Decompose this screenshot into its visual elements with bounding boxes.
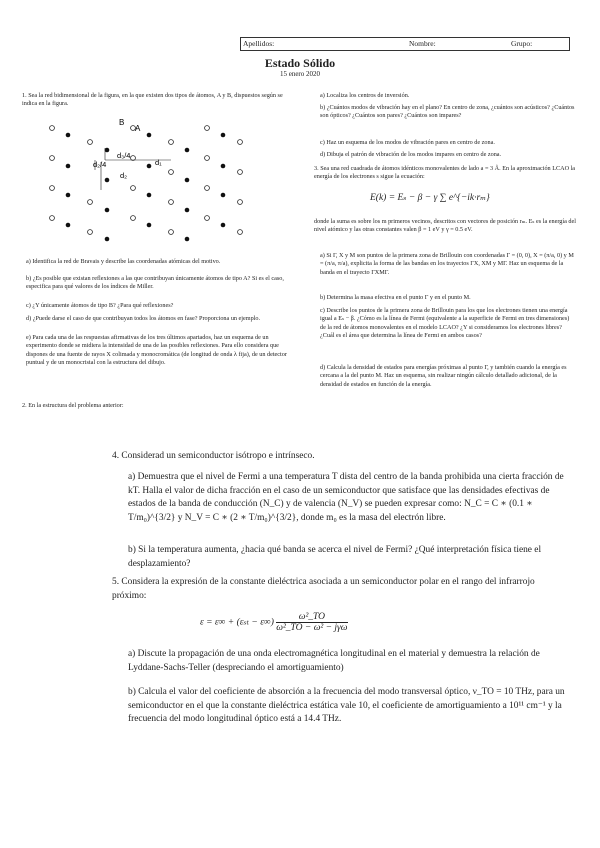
q3-equation: E(k) = Eₛ − β − γ ∑ e^{−ik·rₘ} bbox=[370, 193, 490, 203]
apellidos-label: Apellidos: bbox=[243, 39, 275, 48]
q1-d: d) ¿Puede darse el caso de que contribuyan todos los átomos en fase? Proporciona un ejemplo. bbox=[26, 315, 261, 322]
q3-intro: 3. Sea una red cuadrada de átomos idénticos monovalentes de lado a = 3 Å. En la aproximación LCAO la energía de los electrones s sigue la ecuación: bbox=[314, 165, 576, 181]
label-d2-4: d₂/4 bbox=[93, 160, 107, 169]
exam-date: 15 enero 2020 bbox=[279, 70, 321, 78]
q3-b: b) Determina la masa efectiva en el punto Γ y en el punto M. bbox=[320, 294, 471, 301]
page-title: Estado Sólido bbox=[264, 56, 336, 70]
q1-c: c) ¿Y únicamente átomos de tipo B? ¿Para qué reflexiones? bbox=[26, 302, 174, 309]
q5-equation bbox=[200, 612, 520, 633]
q4-a: a) Demuestra que el nivel de Fermi a una temperatura T dista del centro de la banda prohibida una cierta fracción de kT. Halla el valor de dicha fracción en el caso de un semiconductor que satisface que las densidades efectivas de estados de la banda de conducción (N_C) y de valencia (N_V) se pueden expresar como: N_C = C ∗ (0.1 ∗ T/m₀)^{3/2} y N_V = C ∗ (2 ∗ T/m₀)^{3/2}, donde m₀ es la masa del electrón libre. bbox=[128, 472, 564, 523]
q3-d: d) Calcula la densidad de estados para energías próximas al punto Γ, y también cuando la energía es cercana a la del punto M. Haz un esquema, sin realizar ningún cálculo detallado adicional, de la densidad de estados en función de la energía. bbox=[320, 364, 567, 388]
q1-e: e) Para cada una de las respuestas afirmativas de los tres últimos apartados, haz un esquema de un experimento donde se midiera la intensidad de una de las posibles reflexiones. Para ello considera que dispones de una fuente de rayos X colimada y monocromática (de longitud de onda λ fija), de un detector puntual y de un monocristal con la estructura del dibujo. bbox=[26, 334, 287, 366]
q4-b: b) Si la temperatura aumenta, ¿hacia qué banda se acerca el nivel de Fermi? ¿Qué interpretación física tiene el desplazamiento? bbox=[128, 545, 542, 569]
label-a: A bbox=[135, 124, 141, 133]
q5-eq-left: ε = ε∞ + (εₛₜ − ε∞) bbox=[200, 617, 274, 628]
q5-eq-denominator: ω²_TO − ω² − jγω bbox=[276, 623, 348, 633]
q1-a: a) Identifica la red de Bravais y describe las coordenadas atómicas del motivo. bbox=[26, 258, 221, 265]
q5-eq-numerator: ω²_TO bbox=[276, 612, 347, 623]
q2-intro: 2. En la estructura del problema anterior: bbox=[22, 402, 124, 409]
filled-atoms bbox=[66, 133, 226, 242]
q3-after: donde la suma es sobre los m primeros vecinos, descritos con vectores de posición rₘ. Eₛ es la energía del nivel atómico y las otras constantes valen β = 1 eV y γ = 0.5 eV. bbox=[314, 218, 576, 234]
q2-c: c) Haz un esquema de los modos de vibración pares en centro de zona. bbox=[320, 139, 495, 146]
q1-b: b) ¿Es posible que existan reflexiones a las que contribuyan únicamente átomos de tipo A? Si es el caso, especifica para qué valores de los índices de Miller. bbox=[26, 275, 284, 291]
q1-intro: 1. Sea la red bidimensional de la figura, en la que existen dos tipos de átomos, A y B, dispuestos según se indica en la figura. bbox=[22, 92, 283, 108]
open-atoms bbox=[50, 126, 243, 235]
q4-intro: 4. Considerad un semiconductor isótropo e intrínseco. bbox=[112, 451, 315, 461]
q2-a: a) Localiza los centros de inversión. bbox=[320, 92, 410, 99]
label-d3-4: d₃/4 bbox=[117, 151, 131, 160]
lattice-figure bbox=[35, 115, 275, 255]
grupo-label: Grupo: bbox=[511, 39, 533, 48]
q5-a: a) Discute la propagación de una onda electromagnética longitudinal en el material y demuestra la relación de Lyddane-Sachs-Teller (despreciando el amortiguamiento) bbox=[128, 649, 540, 673]
nombre-label: Nombre: bbox=[409, 39, 436, 48]
label-b: B bbox=[119, 118, 125, 127]
q3-a: a) Si Γ, X y M son puntos de la primera zona de Brillouin con coordenadas Γ = (0, 0), X = (π/a, 0) y M = (π/a, π/a), explicita la forma de las bandas en los trayectos ΓX, XM y MΓ. Haz un esquema de la banda en el trayecto ΓXMΓ. bbox=[320, 252, 574, 276]
label-d1: d₁ bbox=[155, 158, 162, 167]
q5-b: b) Calcula el valor del coeficiente de absorción a la frecuencia del modo transversal óptico, ν_TO = 10 THz, para un semiconductor en el que la constante dieléctrica estática vale 10, el coeficiente de amortiguamiento a 10¹¹ cm⁻¹ y la frecuencia del modo longitudinal óptico está a 14.4 THz. bbox=[128, 687, 565, 724]
q5-intro: 5. Considera la expresión de la constante dieléctrica asociada a un semiconductor polar en el rango del infrarrojo próximo: bbox=[112, 577, 535, 601]
q2-b: b) ¿Cuántos modos de vibración hay en el plano? En centro de zona, ¿cuántos son acústicos? ¿Cuántos son ópticos? ¿Cuántos son pares? ¿Cuántos son impares? bbox=[320, 104, 575, 120]
label-d2: d₂ bbox=[120, 171, 128, 180]
q3-c: c) Describe los puntos de la primera zona de Brillouin para los que los electrones tienen una energía igual a Eₛ − β. ¿Cómo es la línea de Fermi (equivalente a la superficie de Fermi en tres dimensiones) de la red de átomos monovalentes en el modelo LCAO? ¿Y si consideramos los electrones libres? ¿Cuál es el área que determina la línea de Fermi en ambos casos? bbox=[320, 307, 570, 339]
q2-d: d) Dibuja el patrón de vibración de los modos impares en centro de zona. bbox=[320, 151, 502, 158]
q5-eq-fraction bbox=[276, 612, 347, 633]
dimension-lines bbox=[95, 148, 171, 190]
student-info-box bbox=[240, 37, 570, 51]
